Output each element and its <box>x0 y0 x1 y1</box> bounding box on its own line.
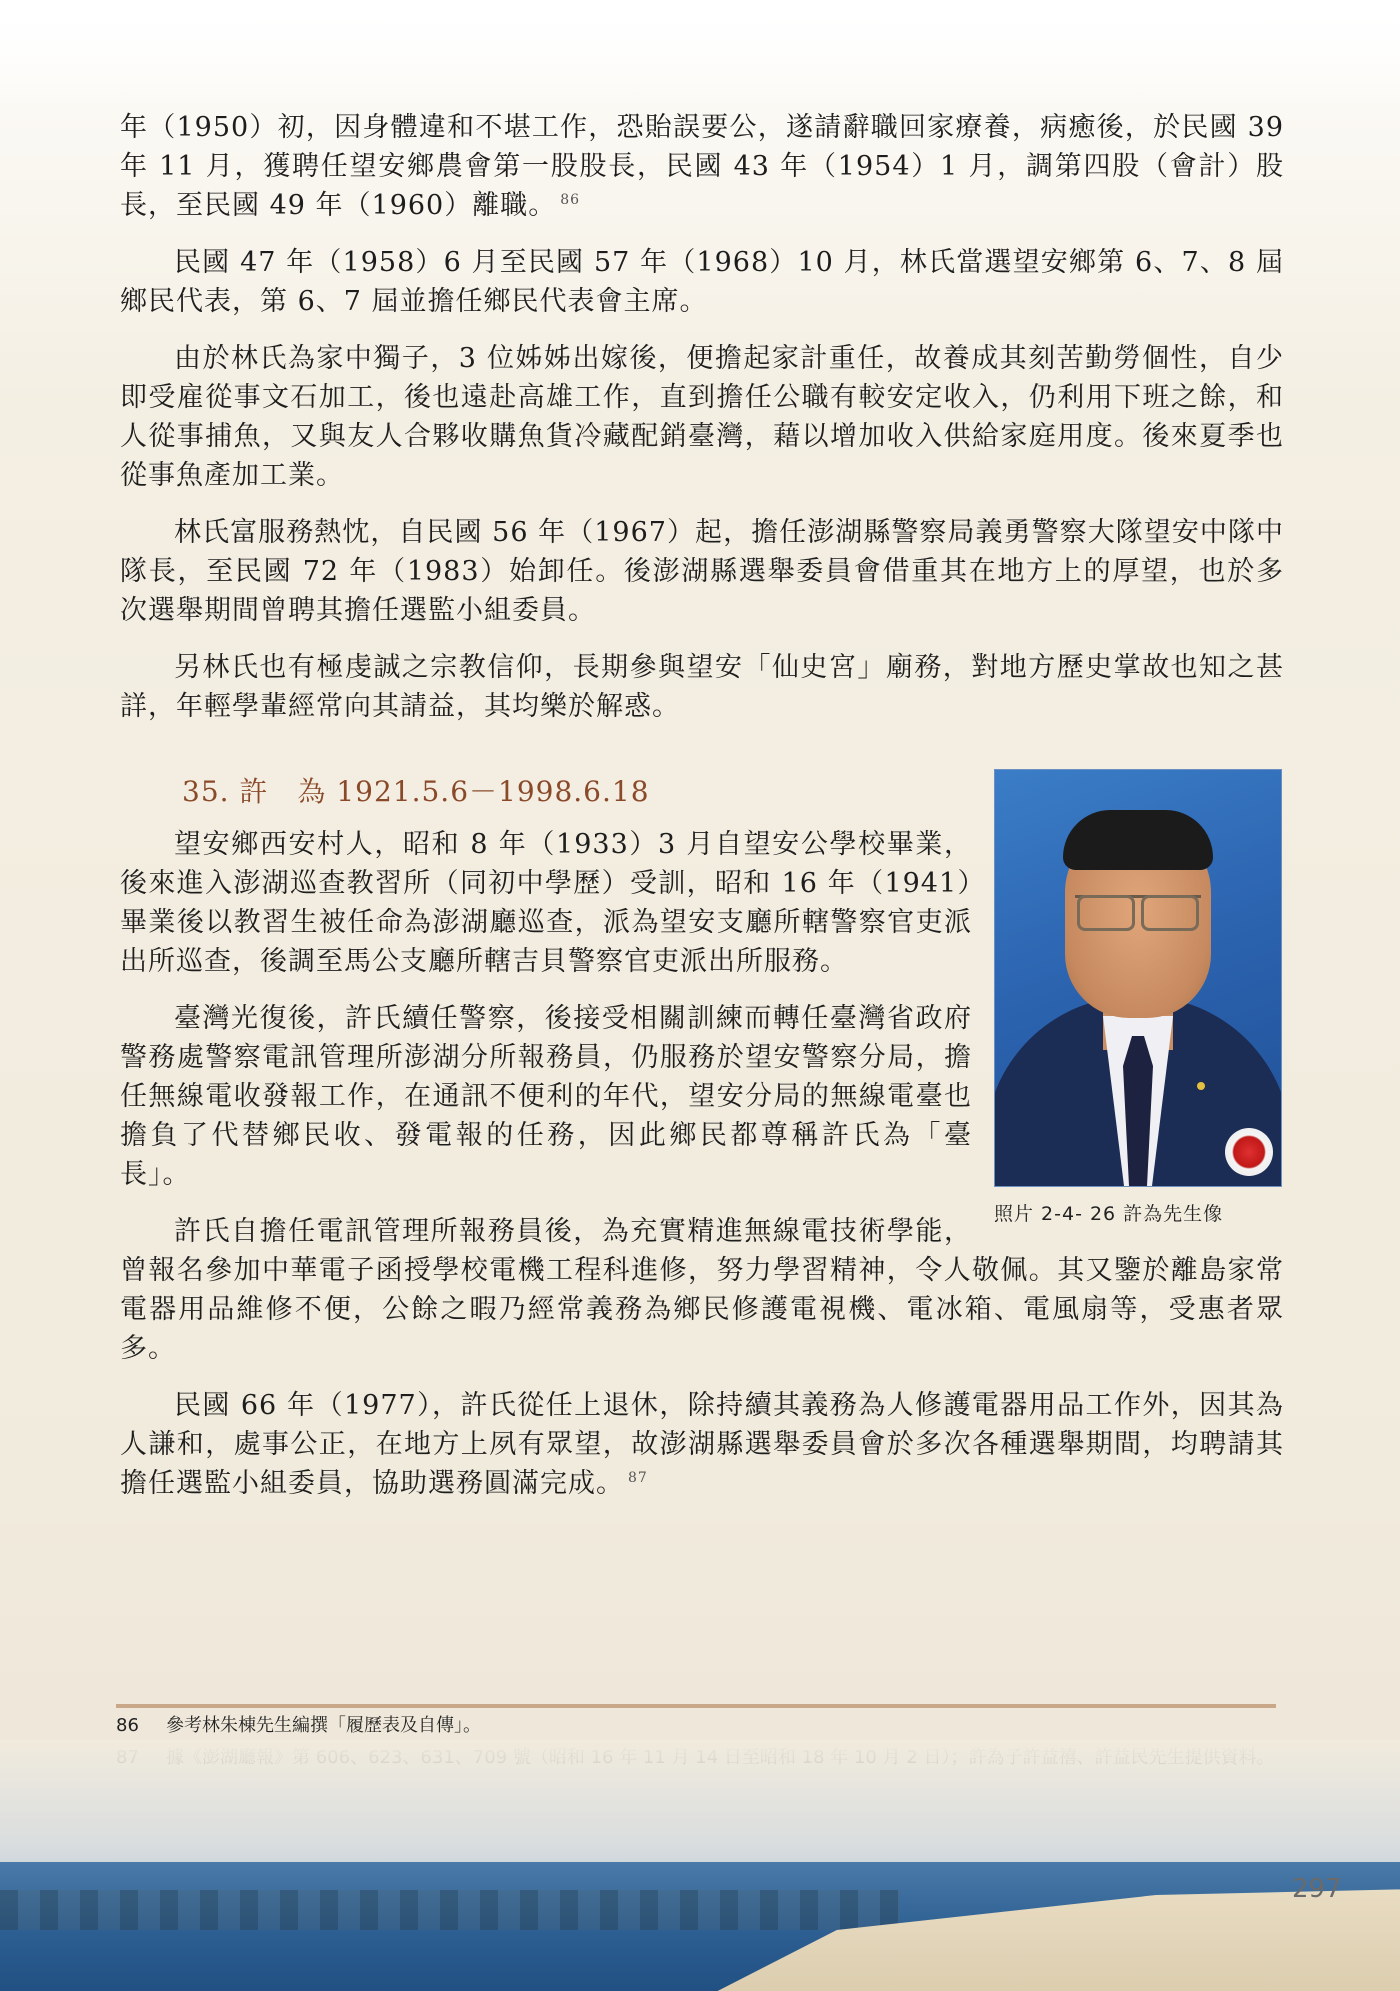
section-heading: 35. 許 為 1921.5.6－1998.6.18 <box>182 775 650 808</box>
paragraph: 許氏自擔任電訊管理所報務員後，為充實精進無線電技術學能，曾報名參加中華電子函授學校電機工程科進修，努力學習精神，令人敬佩。其又鑒於離島家常電器用品維修不便，公餘之暇乃經常義務為鄉民修護電視機、電冰箱、電風扇等，受惠者眾多。 <box>120 1216 1284 1364</box>
coastal-landscape <box>0 1740 1400 1991</box>
glasses-shape <box>1075 895 1201 928</box>
footnote-divider <box>116 1704 1276 1708</box>
paragraph-text: 民國 66 年（1977），許氏從任上退休，除持續其義務為人修護電器用品工作外，因其為人謙和，處事公正，在地方上夙有眾望，故澎湖縣選舉委員會於多次各種選舉期間，均聘請其擔任選監小組委員，協助選務圓滿完成。 <box>120 1390 1284 1499</box>
paragraph-text: 年（1950）初，因身體違和不堪工作，恐貽誤要公，遂請辭職回家療養，病癒後，於民國 39 年 11 月，獲聘任望安鄉農會第一股股長，民國 43 年（1954）1 月，調第四股（會計）股長，至民國 49 年（1960）離職。 <box>120 112 1284 221</box>
footnote-ref[interactable]: 87 <box>628 1470 648 1486</box>
footnote-item <box>116 1713 1276 1739</box>
hair-shape <box>1063 810 1213 870</box>
rocky-shore <box>0 1890 900 1930</box>
paragraph: 臺灣光復後，許氏續任警察，後接受相關訓練而轉任臺灣省政府警務處警察電訊管理所澎湖分所報務員，仍服務於望安警察分局，擔任無線電收發報工作，在通訊不便利的年代，望安分局的無線電臺也擔負了代替鄉民收、發電報的任務，因此鄉民都尊稱許氏為「臺長」。 <box>120 1003 972 1190</box>
paragraph <box>120 1386 1284 1503</box>
footnote-number: 86 <box>116 1715 139 1736</box>
top-shade <box>0 0 1400 110</box>
paragraph: 林氏富服務熱忱，自民國 56 年（1967）起，擔任澎湖縣警察局義勇警察大隊望安中隊中隊長，至民國 72 年（1983）始卸任。後澎湖縣選舉委員會借重其在地方上的厚望，也於多次選舉期間曾聘其擔任選監小組委員。 <box>120 517 1284 626</box>
paragraph: 望安鄉西安村人，昭和 8 年（1933）3 月自望安公學校畢業，後來進入澎湖巡查教習所（同初中學歷）受訓，昭和 16 年（1941）畢業後以教習生被任命為澎湖廳巡查，派為望安支廳所轄警察官吏派出所巡查，後調至馬公支廳所轄吉貝警察官吏派出所服務。 <box>120 829 972 977</box>
corsage-flower <box>1225 1128 1273 1176</box>
paragraph: 另林氏也有極虔誠之宗教信仰，長期參與望安「仙史宮」廟務，對地方歷史掌故也知之甚詳，年輕學輩經常向其請益，其均樂於解惑。 <box>120 652 1284 722</box>
main-content <box>120 108 1284 1521</box>
photo-caption: 照片 2-4- 26 許為先生像 <box>994 1203 1224 1225</box>
page-number: 297 <box>1292 1874 1342 1904</box>
portrait-photo <box>994 769 1282 1187</box>
paragraph: 民國 47 年（1958）6 月至民國 57 年（1968）10 月，林氏當選望安鄉第 6、7、8 屆鄉民代表，第 6、7 屆並擔任鄉民代表會主席。 <box>120 247 1284 317</box>
paragraph <box>120 108 1284 225</box>
photo-figure <box>994 769 1284 1234</box>
paragraph: 由於林氏為家中獨子，3 位姊姊出嫁後，便擔起家計重任，故養成其刻苦勤勞個性，自少即受雇從事文石加工，後也遠赴高雄工作，直到擔任公職有較安定收入，仍利用下班之餘，和人從事捕魚，又與友人合夥收購魚貨冷藏配銷臺灣，藉以增加收入供給家庭用度。後來夏季也從事魚產加工業。 <box>120 343 1284 491</box>
lapel-pin <box>1197 1082 1205 1090</box>
footnote-ref[interactable]: 86 <box>560 192 581 208</box>
footnote-text: 參考林朱棟先生編撰「履歷表及自傳」。 <box>166 1715 481 1736</box>
